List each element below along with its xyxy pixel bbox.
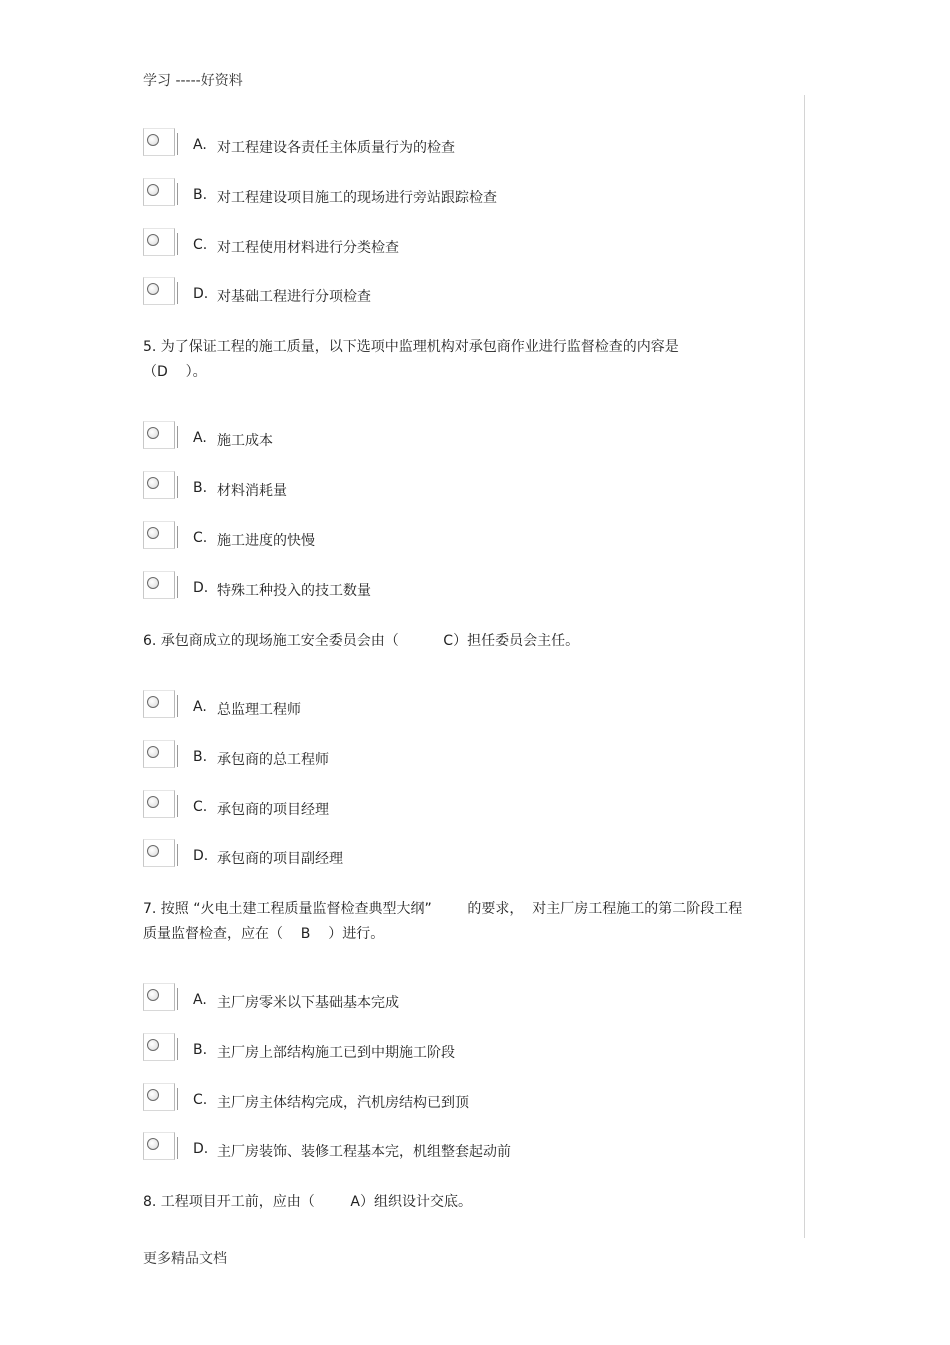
radio-button-icon[interactable] [147, 746, 159, 758]
radio-button-icon[interactable] [147, 989, 159, 1001]
radio-button-icon[interactable] [147, 845, 159, 857]
option-letter: A. [193, 430, 207, 446]
radio-frame [143, 1132, 175, 1160]
page-footer: 更多精品文档 [143, 1251, 227, 1267]
q7-option-c[interactable] [143, 1083, 783, 1115]
question-5 [143, 335, 793, 385]
q5-option-d[interactable] [143, 571, 783, 603]
option-letter: C. [193, 237, 208, 253]
q7-option-d[interactable] [143, 1132, 783, 1164]
q6-option-c[interactable] [143, 790, 783, 822]
option-letter: A. [193, 137, 207, 153]
question-6 [143, 629, 793, 654]
radio-frame [143, 790, 175, 818]
option-letter: C. [193, 1092, 208, 1108]
option-text: 对工程使用材料进行分类检查 [217, 240, 399, 256]
right-divider [804, 95, 805, 1238]
radio-frame [143, 128, 175, 156]
radio-frame [143, 521, 175, 549]
option-text: 承包商的项目副经理 [217, 851, 343, 867]
question-8 [143, 1190, 793, 1215]
radio-button-icon[interactable] [147, 134, 159, 146]
radio-frame [143, 1083, 175, 1111]
question-text: 8. 工程项目开工前，应由（ A）组织设计交底。 [143, 1194, 472, 1210]
radio-frame [143, 471, 175, 499]
question-text: 7. 按照 “火电土建工程质量监督检查典型大纲” 的要求， 对主厂房工程施工的第二阶段工程 [143, 901, 743, 917]
radio-frame [143, 228, 175, 256]
question-answer-line: 质量监督检查，应在（ B ）进行。 [143, 926, 385, 942]
radio-frame [143, 839, 175, 867]
option-text: 对基础工程进行分项检查 [217, 289, 371, 305]
q5-option-a[interactable] [143, 421, 783, 453]
option-letter: C. [193, 530, 208, 546]
q7-option-a[interactable] [143, 983, 783, 1015]
question-7 [143, 897, 793, 947]
option-letter: B. [193, 187, 208, 203]
option-letter: A. [193, 992, 207, 1008]
question-answer-line: （D ）。 [143, 364, 207, 380]
radio-button-icon[interactable] [147, 796, 159, 808]
q6-option-d[interactable] [143, 839, 783, 871]
radio-frame [143, 421, 175, 449]
q4-option-a[interactable] [143, 128, 783, 160]
option-letter: D. [193, 286, 209, 302]
q7-option-b[interactable] [143, 1033, 783, 1065]
radio-frame [143, 983, 175, 1011]
option-text: 承包商的总工程师 [217, 752, 329, 768]
option-text: 对工程建设各责任主体质量行为的检查 [217, 140, 455, 156]
option-text: 施工成本 [217, 433, 273, 449]
page-header: 学习 -----好资料 [143, 73, 243, 89]
radio-button-icon[interactable] [147, 283, 159, 295]
option-letter: D. [193, 1141, 209, 1157]
radio-button-icon[interactable] [147, 1138, 159, 1150]
question-text: 6. 承包商成立的现场施工安全委员会由（ C）担任委员会主任。 [143, 633, 580, 649]
q4-option-b[interactable] [143, 178, 783, 210]
option-text: 对工程建设项目施工的现场进行旁站跟踪检查 [217, 190, 497, 206]
option-letter: D. [193, 848, 209, 864]
q6-option-b[interactable] [143, 740, 783, 772]
radio-button-icon[interactable] [147, 1039, 159, 1051]
radio-button-icon[interactable] [147, 1089, 159, 1101]
radio-button-icon[interactable] [147, 527, 159, 539]
radio-button-icon[interactable] [147, 427, 159, 439]
q5-option-c[interactable] [143, 521, 783, 553]
option-letter: B. [193, 1042, 208, 1058]
radio-button-icon[interactable] [147, 234, 159, 246]
radio-frame [143, 740, 175, 768]
q5-option-b[interactable] [143, 471, 783, 503]
option-text: 主厂房零米以下基础基本完成 [217, 995, 399, 1011]
option-letter: A. [193, 699, 207, 715]
q4-option-d[interactable] [143, 277, 783, 309]
radio-frame [143, 690, 175, 718]
option-text: 材料消耗量 [217, 483, 287, 499]
radio-frame [143, 277, 175, 305]
option-text: 特殊工种投入的技工数量 [217, 583, 371, 599]
q4-option-c[interactable] [143, 228, 783, 260]
option-letter: B. [193, 749, 208, 765]
option-letter: D. [193, 580, 209, 596]
radio-button-icon[interactable] [147, 696, 159, 708]
q6-option-a[interactable] [143, 690, 783, 722]
option-text: 主厂房上部结构施工已到中期施工阶段 [217, 1045, 455, 1061]
option-text: 主厂房主体结构完成，汽机房结构已到顶 [217, 1095, 469, 1111]
option-text: 施工进度的快慢 [217, 533, 315, 549]
radio-frame [143, 571, 175, 599]
option-text: 总监理工程师 [217, 702, 301, 718]
radio-button-icon[interactable] [147, 184, 159, 196]
radio-button-icon[interactable] [147, 477, 159, 489]
radio-button-icon[interactable] [147, 577, 159, 589]
radio-frame [143, 178, 175, 206]
question-text: 5. 为了保证工程的施工质量，以下选项中监理机构对承包商作业进行监督检查的内容是 [143, 339, 679, 355]
option-letter: B. [193, 480, 208, 496]
option-text: 主厂房装饰、装修工程基本完，机组整套起动前 [217, 1144, 511, 1160]
option-text: 承包商的项目经理 [217, 802, 329, 818]
radio-frame [143, 1033, 175, 1061]
option-letter: C. [193, 799, 208, 815]
